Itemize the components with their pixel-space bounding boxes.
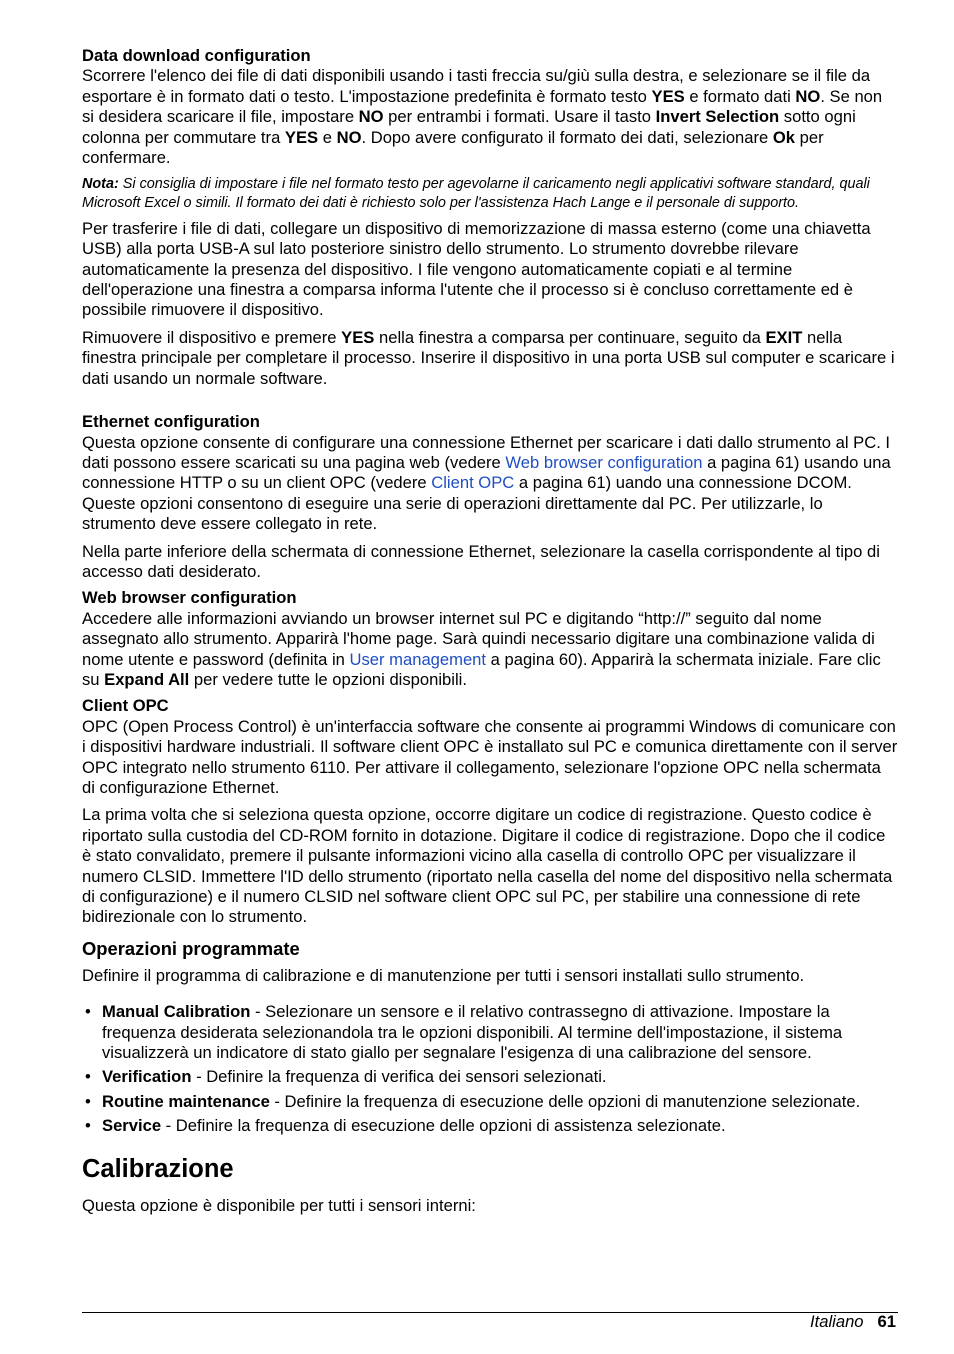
cross-reference-link[interactable]: User management: [349, 649, 487, 669]
paragraph-data-download-1: [82, 66, 898, 168]
bold-term: YES: [341, 327, 375, 347]
list-item-text: - Definire la frequenza di verifica dei sensori selezionati.: [191, 1067, 607, 1087]
bold-term: NO: [795, 86, 821, 106]
text-run: a pagina 61) usando una connessione HTTP o su un client OPC (vedere: [82, 452, 891, 493]
list-item-text: - Selezionare un sensore e il relativo contrassegno di attivazione. Impostare la frequenza desiderata selezionandola tra le opzioni disponibili. Al termine dell'impostazione, il sistema visualizzerà un indicatore di stato giallo per segnalare l'esigenza di una calibrazione del sensore.: [102, 1002, 843, 1063]
text-run: nella finestra principale per completare il processo. Inserire il dispositivo in una porta USB sul computer e scaricare i dati usando un normale software.: [82, 327, 895, 388]
cross-reference-link[interactable]: Client OPC: [431, 473, 515, 493]
list-item-term: Service: [102, 1116, 162, 1136]
text-run: . Se non si desidera scaricare il file, impostare: [82, 86, 883, 127]
footer-divider: [82, 1312, 898, 1313]
footer-language: Italiano: [810, 1312, 864, 1331]
paragraph-client-opc-1: OPC (Open Process Control) è un'interfaccia software che consente ai programmi Windows di comunicare con i dispositivi hardware industriali. Il software client OPC è installato sul PC e comunica direttamente con il server OPC integrato nello strumento 6110. Per attivare il collegamento, selezionare l'opzione OPC nella schermata di configurazione Ethernet.: [82, 716, 898, 797]
page-footer: [810, 1312, 896, 1332]
text-run: a pagina 60). Apparirà la schermata iniziale. Fare clic su: [82, 649, 881, 689]
list-item-term: Manual Calibration: [102, 1002, 251, 1022]
paragraph-data-download-2: Per trasferire i file di dati, collegare un dispositivo di memorizzazione di massa esterno (come una chiavetta USB) alla porta USB-A sul lato posteriore sinistro dello strumento. Lo strumento dovrebbe rilevare automaticamente la presenza del dispositivo. I file vengono automaticamente copiati e al termine dell'operazione una finestra a comparsa informa l'utente che il processo si è concluso correttamente ed è possibile rimuovere il dispositivo.: [82, 218, 871, 320]
note-label: Nota:: [82, 176, 119, 193]
bold-term: NO: [358, 107, 384, 127]
bold-term: YES: [651, 86, 685, 106]
list-item: [82, 1002, 898, 1063]
paragraph-ethernet-2: Nella parte inferiore della schermata di connessione Ethernet, selezionare la casella corrispondente al tipo di accesso dati desiderato.: [82, 541, 880, 581]
text-run: e: [318, 127, 337, 147]
paragraph-data-download-3: [82, 328, 898, 389]
heading-client-opc: Client OPC: [82, 696, 169, 716]
cross-reference-link[interactable]: Web browser configuration: [505, 452, 703, 472]
note-text: Si consiglia di impostare i file nel formato testo per agevolarne il caricamento negli applicativi software standard, quali Microsoft Excel o simili. Il formato dei dati è richiesto solo per l'assistenza Hach Lange e il personale di supporto.: [82, 176, 870, 211]
bold-term: Expand All: [104, 669, 190, 689]
text-run: per entrambi i formati. Usare il tasto: [383, 107, 656, 127]
bold-term: Invert Selection: [655, 107, 780, 127]
list-item: [82, 1092, 898, 1112]
bold-term: Ok: [772, 127, 796, 147]
heading-calibration: Calibrazione: [82, 1154, 234, 1183]
list-item-term: Routine maintenance: [102, 1091, 270, 1111]
bold-term: EXIT: [765, 327, 803, 347]
text-run: sotto ogni colonna per commutare tra: [82, 107, 856, 147]
bold-term: NO: [336, 127, 362, 147]
text-run: per vedere tutte le opzioni disponibili.: [189, 669, 467, 689]
note: [82, 175, 898, 211]
text-run: . Dopo avere configurato il formato dei dati, selezionare: [361, 127, 773, 147]
list-item-term: Verification: [102, 1067, 192, 1087]
heading-ethernet: Ethernet configuration: [82, 412, 260, 432]
list-item-text: - Definire la frequenza di esecuzione delle opzioni di manutenzione selezionate.: [269, 1091, 861, 1111]
footer-page-number: 61: [877, 1312, 896, 1331]
text-run: Questa opzione consente di configurare una connessione Ethernet per scaricare i dati dallo strumento al PC. I dati possono essere scaricati su una pagina web (vedere: [82, 432, 891, 472]
page-content: [82, 46, 898, 1216]
text-run: Scorrere l'elenco dei file di dati disponibili usando i tasti freccia su/giù sulla destra, e selezionare se il file da esportare è in formato dati o testo. L'impostazione predefinita è formato testo: [82, 66, 871, 106]
paragraph-calibration-intro: Questa opzione è disponibile per tutti i sensori interni:: [82, 1195, 476, 1215]
heading-data-download: Data download configuration: [82, 46, 311, 65]
text-run: a pagina 61) uando una connessione DCOM. Queste opzioni consentono di eseguire una serie di operazioni direttamente dal PC. Per utilizzarle, lo strumento deve essere collegato in rete.: [82, 473, 852, 534]
list-item: [82, 1067, 898, 1087]
paragraph-web-browser: [82, 609, 898, 691]
text-run: nella finestra a comparsa per continuare, seguito da: [374, 327, 766, 347]
heading-scheduled-operations: Operazioni programmate: [82, 937, 300, 959]
paragraph-client-opc-2: La prima volta che si seleziona questa opzione, occorre digitare un codice di registrazione. Questo codice è riportato sulla custodia del CD-ROM fornito in dotazione. Digitare il codice di registrazione. Dopo che il codice è stato convalidato, premere il pulsante informazioni vicino alla casella di controllo OPC per visualizzare il numero CLSID. Immettere l'ID dello strumento (riportato nella casella del nome del dispositivo nella schermata di configurazione) e il numero CLSID nel software client OPC sul PC, per stabilire una connessione di rete bidirezionale con lo strumento.: [82, 805, 893, 927]
scheduled-operations-list: [82, 1002, 898, 1136]
list-item-text: - Definire la frequenza di esecuzione delle opzioni di assistenza selezionate.: [161, 1116, 726, 1136]
heading-web-browser: Web browser configuration: [82, 588, 297, 608]
list-item: [82, 1116, 898, 1136]
paragraph-ethernet-1: [82, 433, 898, 535]
bold-term: YES: [284, 127, 319, 147]
text-run: Accedere alle informazioni avviando un browser internet sul PC e digitando “http://” seguito dal nome assegnato allo strumento. Apparirà l'home page. Sarà quindi necessario digitare una combinazione valida di nome utente e password (definita in: [82, 608, 875, 669]
text-run: e formato dati: [684, 86, 796, 106]
text-run: per confermare.: [82, 127, 824, 168]
paragraph-scheduled-intro: Definire il programma di calibrazione e di manutenzione per tutti i sensori installati sullo strumento.: [82, 965, 805, 985]
text-run: Rimuovere il dispositivo e premere: [82, 327, 342, 347]
